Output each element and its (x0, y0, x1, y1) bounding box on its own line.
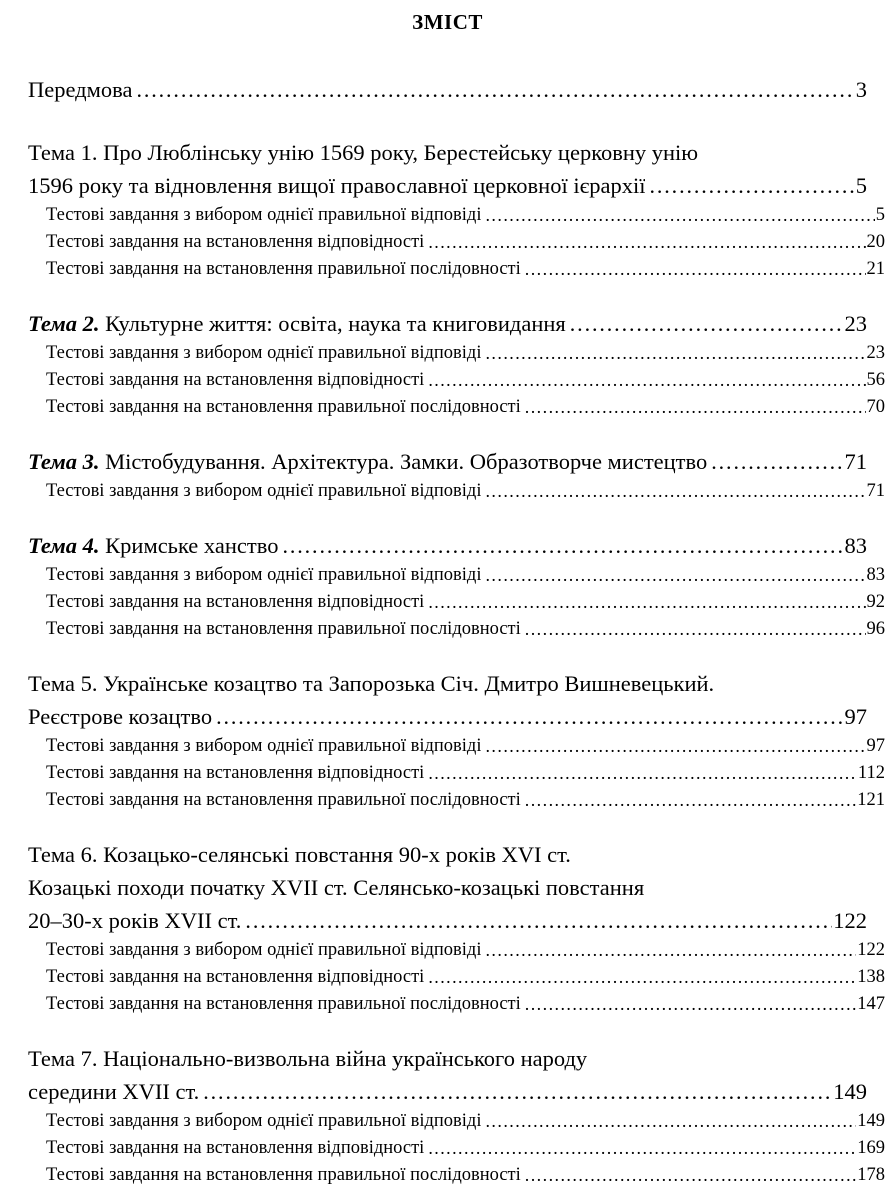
toc-subentry[interactable] (46, 202, 885, 229)
toc-theme-title-line[interactable] (28, 904, 867, 937)
toc-subentry-label: Тестові завдання на встановлення відповідності (46, 763, 425, 783)
dot-leader (649, 180, 854, 203)
toc-subentry-label: Тестові завдання на встановлення правильної послідовності (46, 994, 521, 1014)
toc-subentry-label: Тестові завдання з вибором однієї правильної відповіді (46, 565, 482, 585)
theme-title-body: Кримське ханство (105, 533, 279, 558)
page-number: 122 (833, 908, 867, 933)
toc-theme-title-line[interactable] (28, 307, 867, 340)
dot-leader (428, 376, 865, 395)
toc-block-theme-7 (28, 1042, 885, 1189)
toc-subentry-label: Тестові завдання на встановлення правильної послідовності (46, 397, 521, 417)
toc-theme-title-line[interactable] (28, 838, 867, 871)
dot-leader (136, 84, 854, 107)
page-number: 138 (857, 967, 885, 987)
toc-theme-title-line[interactable] (28, 136, 867, 169)
toc-block-theme-5 (28, 667, 885, 814)
dot-leader (525, 625, 866, 644)
toc-subentry[interactable] (46, 937, 885, 964)
toc-subentry[interactable] (46, 367, 885, 394)
dot-leader (428, 973, 856, 992)
toc-subentry-label: Тестові завдання з вибором однієї правильної відповіді (46, 940, 482, 960)
toc-subentry[interactable] (46, 1108, 885, 1135)
page-number: 149 (833, 1079, 867, 1104)
dot-leader (216, 711, 843, 734)
dot-leader (525, 1000, 856, 1019)
toc-theme-title-line[interactable] (28, 445, 867, 478)
toc-subentry[interactable] (46, 964, 885, 991)
toc-subentry-label: Тестові завдання з вибором однієї правильної відповіді (46, 1111, 482, 1131)
theme-title-body: Містобудування. Архітектура. Замки. Образотворче мистецтво (105, 449, 708, 474)
toc-theme-title-line[interactable] (28, 529, 867, 562)
toc-subentry-label: Тестові завдання на встановлення відповідності (46, 592, 425, 612)
theme-title-text: Козацько-селянські повстання 90-х років XVI ст. (103, 842, 571, 867)
dot-leader (245, 915, 832, 938)
spacer (28, 421, 867, 445)
page-number: 92 (866, 592, 885, 612)
toc-subentry-label: Тестові завдання з вибором однієї правильної відповіді (46, 343, 482, 363)
theme-title-text (28, 307, 566, 340)
toc-theme-title-line[interactable] (28, 1075, 867, 1108)
toc-subentry[interactable] (46, 787, 885, 814)
toc-block-theme-3 (28, 445, 885, 505)
page-number: 121 (857, 790, 885, 810)
toc-subentry[interactable] (46, 760, 885, 787)
dot-leader (570, 318, 844, 341)
toc-subentry[interactable] (46, 1162, 885, 1189)
toc-block-theme-2 (28, 307, 885, 421)
dot-leader (485, 1117, 856, 1136)
spacer (28, 106, 867, 136)
toc-theme-title-line[interactable] (28, 700, 867, 733)
page-number: 83 (866, 565, 885, 585)
toc-subentry[interactable] (46, 1135, 885, 1162)
theme-number-label: Тема 4. (28, 533, 100, 558)
toc-block-theme-6 (28, 838, 885, 1018)
dot-leader (485, 487, 865, 506)
page-number: 71 (844, 449, 867, 474)
dot-leader (525, 1171, 856, 1190)
page-number: 5 (855, 173, 867, 198)
toc-subentry[interactable] (46, 340, 885, 367)
toc-subentry[interactable] (46, 478, 885, 505)
spacer (28, 814, 867, 838)
toc-subentry[interactable] (46, 733, 885, 760)
theme-title-text: 1596 року та відновлення вищої православної церковної ієрархії (28, 173, 646, 198)
theme-title-text: Реєстрове козацтво (28, 704, 213, 729)
page-number: 71 (866, 481, 885, 501)
theme-title-text: Національно-визвольна війна українського народу (103, 1046, 588, 1071)
toc-subentry-label: Тестові завдання з вибором однієї правильної відповіді (46, 205, 482, 225)
page-number: 5 (875, 205, 885, 225)
toc-subentry[interactable] (46, 991, 885, 1018)
theme-number-label: Тема 6. (28, 842, 98, 867)
dot-leader (525, 796, 856, 815)
toc-block-theme-4 (28, 529, 885, 643)
dot-leader (485, 946, 856, 965)
theme-title-text: Про Люблінську унію 1569 року, Берестейську церковну унію (103, 140, 699, 165)
toc-subentry[interactable] (46, 589, 885, 616)
dot-leader (282, 540, 843, 563)
toc-theme-title-line[interactable] (28, 1042, 867, 1075)
page-number: 122 (857, 940, 885, 960)
page-number: 21 (866, 259, 885, 279)
toc-subentry-label: Тестові завдання на встановлення правильної послідовності (46, 259, 521, 279)
page-number: 178 (857, 1165, 885, 1185)
dot-leader (428, 769, 857, 788)
dot-leader (525, 265, 866, 284)
theme-title-text: Козацькі походи початку XVII ст. Селянсько-козацькі повстання (28, 875, 645, 900)
toc-subentry-label: Тестові завдання на встановлення відповідності (46, 232, 425, 252)
spacer (28, 283, 867, 307)
toc-subentry-label: Тестові завдання з вибором однієї правильної відповіді (46, 736, 482, 756)
dot-leader (485, 349, 865, 368)
page-number: 3 (855, 77, 867, 102)
theme-number-label: Тема 5. (28, 671, 98, 696)
spacer (28, 505, 867, 529)
theme-title-text: Українське козацтво та Запорозька Січ. Дмитро Вишневецький. (103, 671, 715, 696)
theme-number-label: Тема 2. (28, 311, 100, 336)
spacer (28, 1018, 867, 1042)
toc-subentry[interactable] (46, 394, 885, 421)
page-number: 23 (866, 343, 885, 363)
spacer (28, 643, 867, 667)
toc-subentry-label: Тестові завдання на встановлення відповідності (46, 370, 425, 390)
toc-subentry-label: Тестові завдання на встановлення відповідності (46, 967, 425, 987)
page-number: 96 (866, 619, 885, 639)
page-number: 56 (866, 370, 885, 390)
page-number: 20 (866, 232, 885, 252)
toc-subentry-label: Тестові завдання на встановлення відповідності (46, 1138, 425, 1158)
theme-number-label: Тема 7. (28, 1046, 98, 1071)
toc-subentry-label: Тестові завдання на встановлення правильної послідовності (46, 1165, 521, 1185)
dot-leader (485, 571, 865, 590)
dot-leader (525, 403, 866, 422)
page-number: 112 (857, 763, 885, 783)
theme-title-text (28, 529, 278, 562)
toc-subentry[interactable] (46, 256, 885, 283)
toc-subentry[interactable] (46, 616, 885, 643)
dot-leader (485, 211, 874, 230)
theme-title-text (28, 445, 707, 478)
toc-subentry[interactable] (46, 562, 885, 589)
toc-block-theme-1 (28, 136, 885, 283)
toc-subentry[interactable] (46, 229, 885, 256)
dot-leader (711, 456, 843, 479)
page-number: 149 (857, 1111, 885, 1131)
toc-entry-preface[interactable] (28, 73, 867, 106)
page-number: 83 (844, 533, 867, 558)
dot-leader (203, 1086, 832, 1109)
page-number: 70 (866, 397, 885, 417)
toc-subentry-label: Тестові завдання на встановлення правильної послідовності (46, 790, 521, 810)
toc-entry-label: Передмова (28, 77, 133, 102)
dot-leader (485, 742, 865, 761)
page-title: ЗМІСТ (412, 10, 483, 34)
dot-leader (428, 598, 865, 617)
toc-subentry-label: Тестові завдання на встановлення правильної послідовності (46, 619, 521, 639)
theme-title-text: 20–30-х років XVII ст. (28, 908, 242, 933)
dot-leader (428, 1144, 856, 1163)
toc-theme-title-line[interactable] (28, 871, 867, 904)
dot-leader (428, 238, 865, 257)
theme-number-label: Тема 3. (28, 449, 100, 474)
page-number: 97 (866, 736, 885, 756)
page-number: 169 (857, 1138, 885, 1158)
toc-subentry-label: Тестові завдання з вибором однієї правильної відповіді (46, 481, 482, 501)
toc-theme-title-line[interactable] (28, 169, 867, 202)
theme-number-label: Тема 1. (28, 140, 98, 165)
page-number: 97 (844, 704, 867, 729)
toc-theme-title-line[interactable] (28, 667, 867, 700)
theme-title-body: Культурне життя: освіта, наука та книговидання (105, 311, 566, 336)
theme-title-text: середини XVII ст. (28, 1079, 200, 1104)
page-number: 23 (844, 311, 867, 336)
page-number: 147 (857, 994, 885, 1014)
